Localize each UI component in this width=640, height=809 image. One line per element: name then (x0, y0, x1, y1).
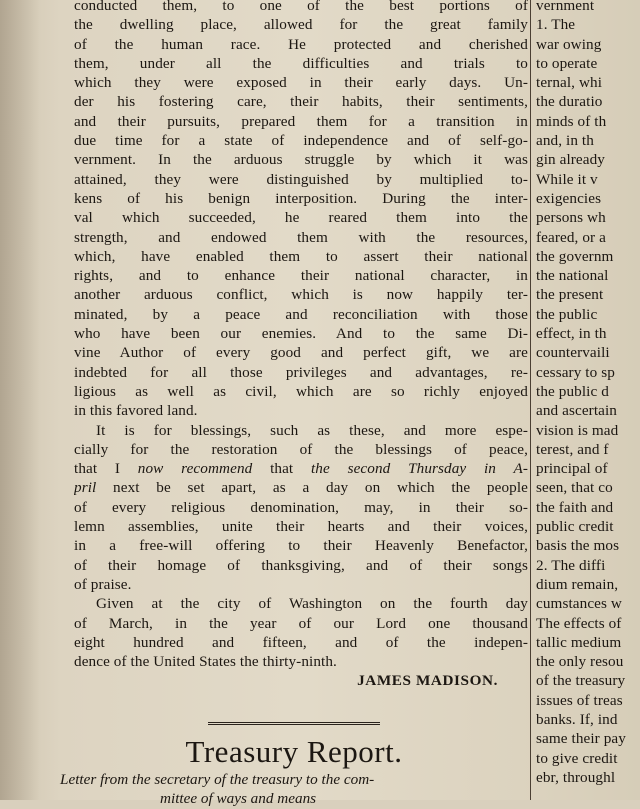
article-text-italic: pril (74, 479, 97, 497)
right-column-line: the public (536, 305, 598, 323)
right-column-line: to give credit (536, 749, 618, 767)
article-line (74, 459, 528, 478)
article-text-italic: now recommend (137, 460, 253, 478)
article-line: them, under all the difficulties and trials to (74, 54, 528, 72)
right-column-line: the faith and (536, 498, 614, 516)
article-line: in a free-will offering to their Heavenly Benefactor, (74, 537, 528, 555)
right-column-line: exigencies (536, 189, 602, 207)
article-line: of their homage of thanksgiving, and of their songs (74, 556, 528, 574)
right-column-line: public credit (536, 518, 614, 536)
right-column-line: same their pay (536, 730, 626, 748)
right-column-line: terest, and f (536, 440, 609, 458)
right-column-line: effect, in th (536, 325, 607, 343)
right-column-line: the governm (536, 247, 614, 265)
right-column-line: to operate (536, 54, 598, 72)
article-line: conducted them, to one of the best portions of (74, 0, 528, 14)
right-column-line: basis the mos (536, 537, 620, 555)
main-column (74, 0, 528, 800)
article-line: minated, by a peace and reconciliation with those (74, 305, 528, 323)
right-column-line: principal of (536, 460, 608, 478)
right-column-line: cessary to sp (536, 363, 615, 381)
article-text-italic: the second Thursday in A- (310, 460, 528, 478)
given-at-block (74, 594, 528, 671)
right-column-line: the present (536, 286, 604, 304)
article-line: kens of his benign interposition. During the inter- (74, 189, 528, 207)
section-divider (208, 722, 380, 725)
article-line: vine Author of every good and perfect gift, we are (74, 344, 528, 362)
right-column-line: dium remain, (536, 575, 619, 593)
right-column-line: and ascertain (536, 402, 617, 420)
article-line: of praise. (74, 575, 132, 593)
treasury-report-subheading (60, 770, 530, 809)
article-line: another arduous conflict, which is now happily ter- (74, 286, 528, 304)
article-line: of the human race. He protected and cherished (74, 35, 528, 53)
right-column-line: While it v (536, 170, 598, 188)
right-column-line: countervaili (536, 344, 610, 362)
article-line: in this favored land. (74, 402, 198, 420)
article-line: eight hundred and fifteen, and of the indepen- (74, 633, 528, 651)
article-line: Given at the city of Washington on the fourth day (96, 595, 528, 613)
article-line: indebted for all those privileges and advantages, re- (74, 363, 528, 381)
right-column-line: tallic medium (536, 633, 622, 651)
right-column-line: minds of th (536, 112, 607, 130)
article-text: that I (74, 460, 138, 478)
right-column-line: ebr, throughl (536, 768, 616, 786)
proclamation-body (74, 0, 528, 421)
right-column-line: vision is mad (536, 421, 619, 439)
subheading-line: mittee of ways and means (160, 790, 317, 808)
article-line: lemn assemblies, unite their hearts and their voices, (74, 518, 528, 536)
article-line: vernment. In the arduous struggle by which it was (74, 151, 528, 169)
subheading-line: Letter from the secretary of the treasury to the com- (60, 771, 375, 788)
column-rule (530, 0, 531, 800)
right-column-line: gin already (536, 151, 605, 169)
right-column-line: and, in th (536, 132, 594, 150)
right-column-line: The effects of (536, 614, 622, 632)
right-column-line: vernment (536, 0, 595, 14)
article-line: of every religious denomination, may, in their so- (74, 498, 528, 516)
right-column (536, 0, 640, 800)
article-line: who have been our enemies. And to the same Di- (74, 325, 528, 343)
proclamation-para2 (74, 498, 528, 575)
article-line: which they were exposed in their early days. Un- (74, 74, 528, 92)
right-column-line: banks. If, ind (536, 710, 618, 728)
right-column-line: the public d (536, 382, 609, 400)
article-line: the dwelling place, allowed for the great family (74, 16, 528, 34)
right-column-line: ternal, whi (536, 74, 603, 92)
article-line: cially for the restoration of the blessings of peace, (74, 440, 528, 458)
article-line: strength, and endowed them with the resources, (74, 228, 528, 246)
article-line: ligious as well as civil, which are so richly enjoyed (74, 382, 528, 400)
right-column-line: feared, or a (536, 228, 606, 246)
article-line: attained, they were distinguished by multiplied to- (74, 170, 528, 188)
article-line: dence of the United States the thirty-ninth. (74, 653, 337, 671)
article-line: which, have enabled them to assert their national (74, 247, 528, 265)
page-gutter-shadow (0, 0, 40, 800)
signature: JAMES MADISON. (357, 672, 498, 690)
right-column-line: of the treasury (536, 672, 626, 690)
article-line (74, 478, 528, 497)
right-column-line: 2. The diffi (536, 556, 606, 574)
right-column-line: the duratio (536, 93, 603, 111)
right-column-line: the national (536, 267, 609, 285)
right-column-line: the only resou (536, 653, 624, 671)
article-line: and their pursuits, prepared them for a transition in (74, 112, 528, 130)
right-column-text (536, 0, 640, 787)
right-column-line: issues of treas (536, 691, 623, 709)
article-line: of March, in the year of our Lord one thousand (74, 614, 528, 632)
right-column-line: persons wh (536, 209, 606, 227)
article-line: due time for a state of independence and of self-go- (74, 132, 528, 150)
right-column-line: 1. The (536, 16, 576, 34)
article-line: It is for blessings, such as these, and more espe- (96, 421, 528, 439)
right-column-line: cumstances w (536, 595, 622, 613)
article-text: next be set apart, as a day on which the people (96, 479, 528, 497)
right-column-line: seen, that co (536, 479, 613, 497)
article-line: rights, and to enhance their national character, in (74, 267, 528, 285)
right-column-line: war owing (536, 35, 602, 53)
article-line: der his fostering care, their habits, their sentiments, (74, 93, 528, 111)
treasury-report-heading: Treasury Report. (185, 734, 403, 769)
article-line: val which succeeded, he reared them into the (74, 209, 528, 227)
article-text: that (252, 460, 311, 478)
